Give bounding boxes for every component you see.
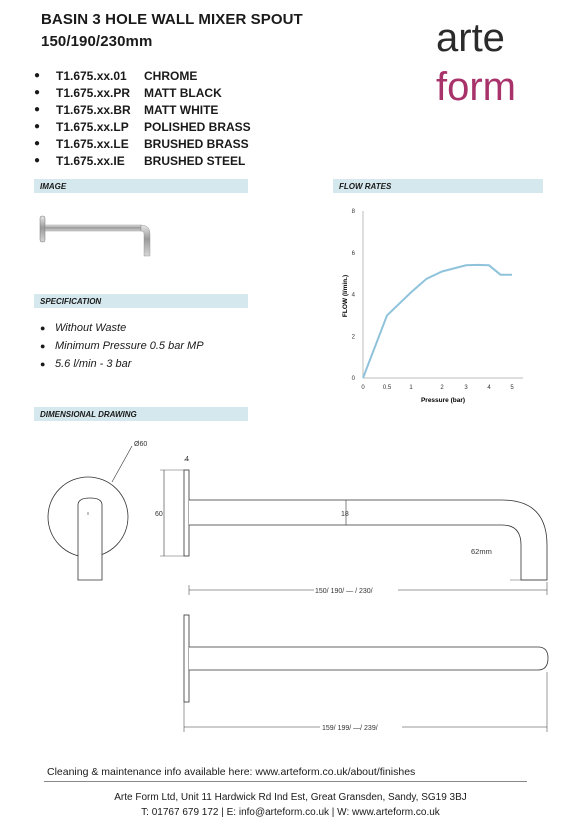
x-tick-label: 0.5 [382,385,392,391]
backplate-plan [184,615,189,702]
dimensional-drawing [0,430,581,740]
spec-item: ● 5.6 l/min - 3 bar [40,358,132,370]
spout-plan [189,647,548,670]
footer-divider [44,781,527,782]
x-tick-label: 0 [361,385,365,391]
spec-item: ● Minimum Pressure 0.5 bar MP [40,340,204,352]
bullet-icon: ● [40,359,46,369]
x-tick-label: 5 [510,385,514,391]
finish-list [34,67,251,169]
bullet-icon: ● [34,87,41,98]
bullet-icon: ● [34,104,41,115]
x-axis-label: Pressure (bar) [420,397,466,404]
section-image: IMAGE [34,179,248,193]
y-axis-label: FLOW (l/min.) [342,274,349,318]
finish-item: ● T1.675.xx.BR MATT WHITE [34,102,219,117]
bullet-icon: ● [34,138,41,149]
length-label-top: 150/ 190/ — / 230/ [315,588,373,595]
x-tick-label: 4 [487,385,491,391]
pipe-label: 18 [341,511,349,518]
finish-item: ● T1.675.xx.PR MATT BLACK [34,85,222,100]
x-tick-label: 2 [440,385,444,391]
finish-item: ● T1.675.xx.LP POLISHED BRASS [34,119,251,134]
bullet-icon: ● [34,121,41,132]
section-dimensional: DIMENSIONAL DRAWING [34,407,248,421]
y-tick-label: 2 [351,334,355,341]
product-image [36,208,156,260]
section-flow-rates: FLOW RATES [333,179,543,193]
dia-leader [112,446,132,482]
footer-address: Arte Form Ltd, Unit 11 Hardwick Rd Ind Est, Great Gransden, Sandy, SG19 3BJ [114,792,467,803]
drop-label: 62mm [471,547,492,556]
product-title: BASIN 3 HOLE WALL MIXER SPOUT [41,11,303,28]
spec-list [40,319,204,373]
bullet-icon: ● [40,323,46,333]
y-tick-label: 0 [351,376,355,382]
x-tick-label: 1 [409,385,413,391]
bullet-icon: ● [34,155,41,166]
product-sizes: 150/190/230mm [41,33,153,50]
bullet-icon: ● [40,341,46,351]
series-line [363,265,512,378]
bullet-icon: ● [34,70,41,81]
dia-label: Ø60 [134,441,148,448]
section-specification: SPECIFICATION [34,294,248,308]
flow-chart [333,196,543,411]
logo-form: form [436,65,516,109]
y-tick-label: 4 [351,292,355,299]
x-tick-label: 3 [464,385,468,391]
backplate-side [184,470,189,556]
cleaning-info: Cleaning & maintenance info available here: www.arteform.co.uk/about/finishes [47,766,416,778]
length-label-bottom: 159/ 199/ —/ 239/ [322,725,378,732]
height-label: 60 [155,511,163,518]
finish-item: ● T1.675.xx.IE BRUSHED STEEL [34,153,246,168]
y-tick-label: 8 [351,209,355,215]
logo-arte: arte [436,16,505,60]
spec-item: ● Without Waste [40,322,127,334]
footer-contact: T: 01767 679 172 | E: info@arteform.co.uk | W: www.arteform.co.uk [141,807,440,818]
y-tick-label: 6 [351,250,355,257]
finish-item: ● T1.675.xx.LE BRUSHED BRASS [34,136,249,151]
spout-front [78,498,102,580]
spout-side [189,500,547,580]
small-label: 4 [185,456,189,463]
finish-item: ● T1.675.xx.01 CHROME [34,68,198,83]
